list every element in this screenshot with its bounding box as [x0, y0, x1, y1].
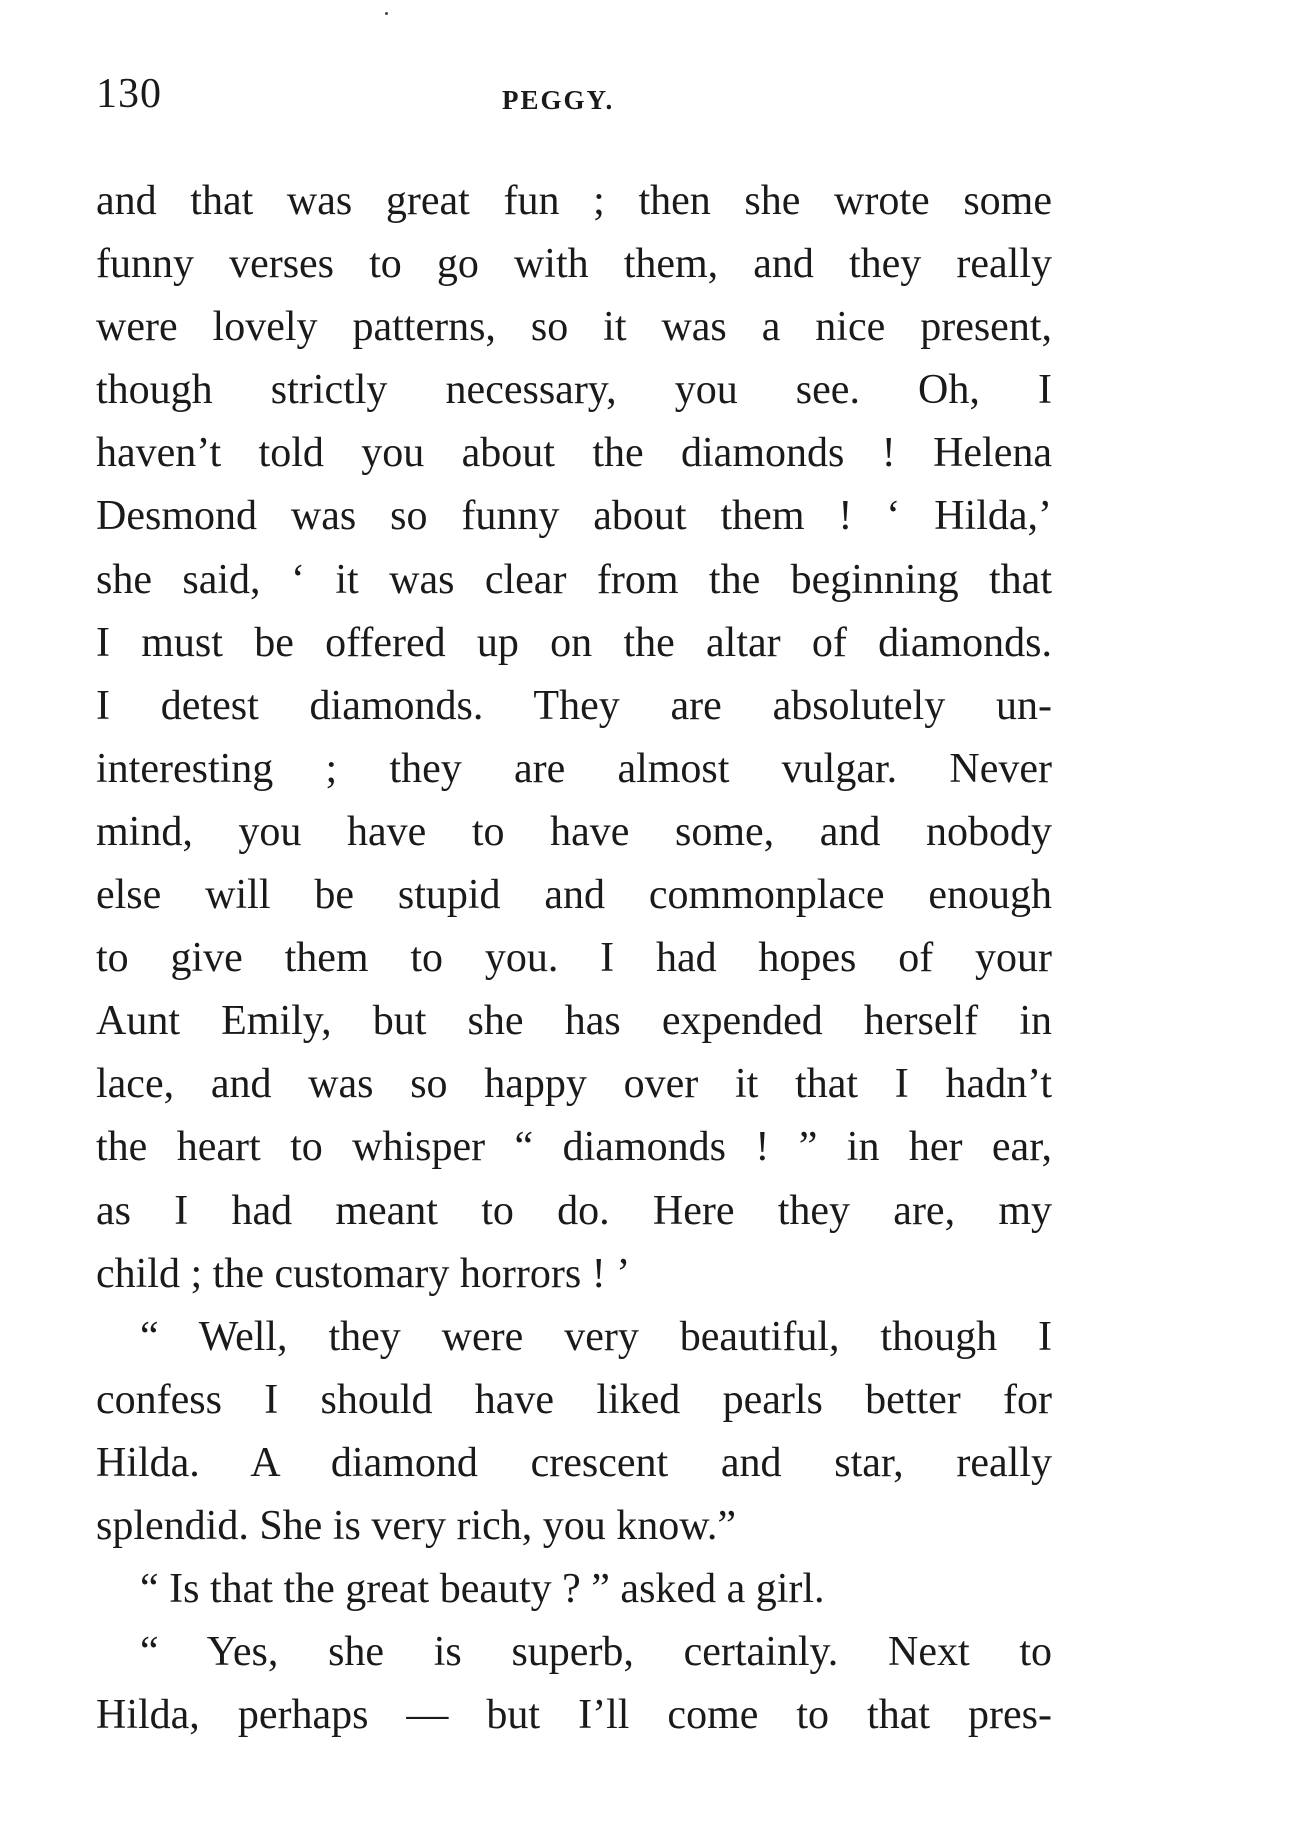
text-line: Hilda. A diamond crescent and star, really — [96, 1439, 1052, 1486]
text-line-paragraph-start: “ Is that the great beauty ? ” asked a girl. — [140, 1566, 825, 1613]
text-line: interesting ; they are almost vulgar. Never — [96, 745, 1052, 792]
text-line: the heart to whisper “ diamonds ! ” in her ear, — [96, 1124, 1052, 1171]
text-line: she said, ‘ it was clear from the beginning that — [96, 556, 1052, 603]
text-line: lace, and was so happy over it that I hadn’t — [96, 1061, 1052, 1108]
text-line-paragraph-start: “ Yes, she is superb, certainly. Next to — [140, 1629, 1052, 1676]
text-line: Aunt Emily, but she has expended herself in — [96, 998, 1052, 1045]
text-line-paragraph-start: “ Well, they were very beautiful, though I — [140, 1313, 1052, 1360]
text-line: though strictly necessary, you see. Oh, I — [96, 367, 1052, 414]
text-line: funny verses to go with them, and they really — [96, 241, 1052, 288]
text-line: were lovely patterns, so it was a nice present, — [96, 304, 1052, 351]
text-line: and that was great fun ; then she wrote some — [96, 178, 1052, 224]
text-line: to give them to you. I had hopes of your — [96, 935, 1052, 982]
page-number: 130 — [96, 71, 162, 117]
running-title: PEGGY. — [502, 85, 615, 115]
text-line: mind, you have to have some, and nobody — [96, 808, 1052, 855]
ink-speck — [385, 12, 388, 15]
text-line: Desmond was so funny about them ! ‘ Hilda,’ — [96, 493, 1052, 540]
text-line-paragraph-end: splendid. She is very rich, you know.” — [96, 1502, 737, 1549]
text-line: as I had meant to do. Here they are, my — [96, 1187, 1052, 1234]
text-line: Hilda, perhaps — but I’ll come to that pres- — [96, 1692, 1052, 1739]
text-line: haven’t told you about the diamonds ! Helena — [96, 430, 1052, 477]
text-line: confess I should have liked pearls better for — [96, 1376, 1052, 1423]
body-text — [96, 170, 1052, 1747]
text-line: I must be offered up on the altar of diamonds. — [96, 619, 1052, 666]
text-line-paragraph-end: child ; the customary horrors ! ’ — [96, 1250, 631, 1297]
text-line: else will be stupid and commonplace enough — [96, 872, 1052, 919]
text-line: I detest diamonds. They are absolutely un- — [96, 682, 1052, 729]
